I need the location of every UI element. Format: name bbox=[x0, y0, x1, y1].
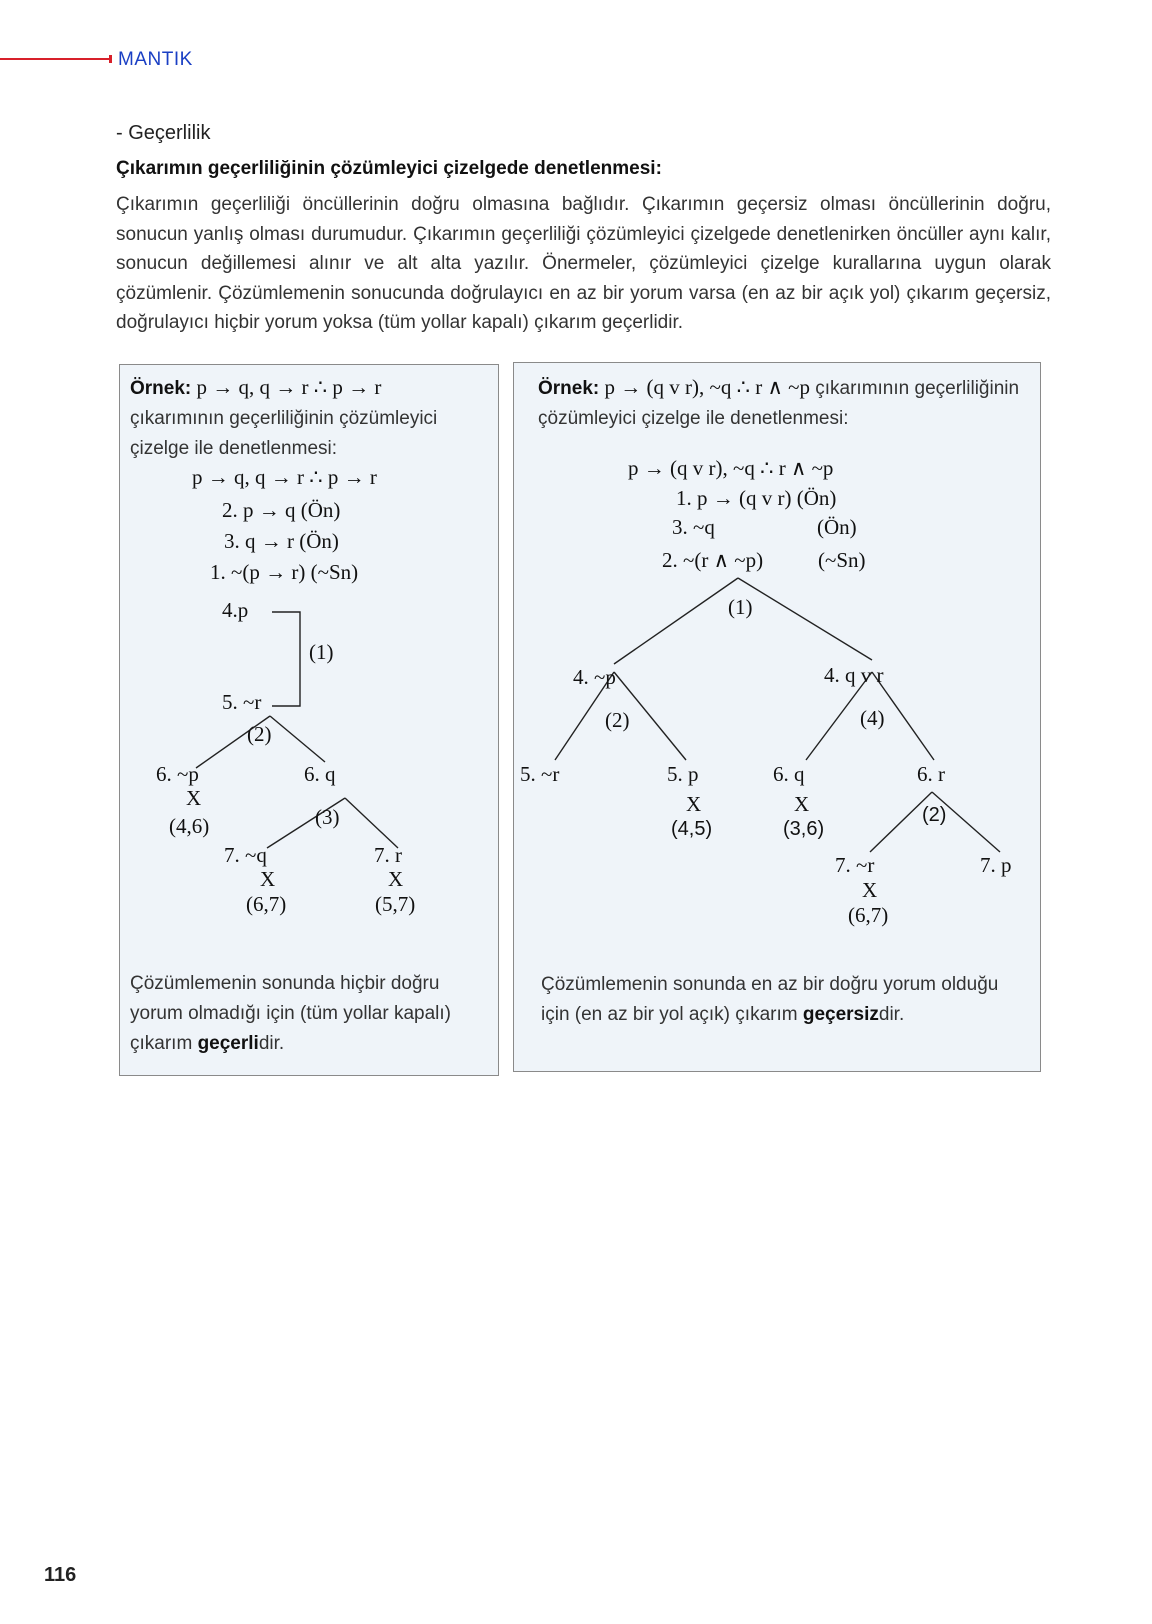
example1-conclusion-text: Çözümlemenin sonunda hiçbir doğru yorum olmadığı için (tüm yollar kapalı) çıkarım bbox=[130, 973, 451, 1054]
example2-step-2: 2. ~(r ∧ ~p) bbox=[662, 548, 764, 572]
ex2-rule-2b: (2) bbox=[922, 804, 947, 826]
ex1-closed-7a: X bbox=[260, 867, 276, 891]
example2-conclusion-suffix: dir. bbox=[878, 1004, 905, 1025]
section-title: MANTIK bbox=[118, 49, 193, 70]
ex1-node-6a: 6. ~p bbox=[156, 762, 199, 786]
example2-conclusion-text: Çözümlemenin sonunda en az bir doğru yorum olduğu için (en az bir yol açık) çıkarım bbox=[541, 974, 999, 1025]
ex2-node-4b: 4. q v r bbox=[824, 663, 884, 687]
ex2-node-6a: 6. q bbox=[773, 762, 805, 786]
ex2-node-6b: 6. r bbox=[917, 762, 945, 786]
example1-step-1: 1. ~(p → r) (~Sn) bbox=[210, 560, 359, 584]
example1-conclusion-suffix: dir. bbox=[258, 1033, 285, 1054]
ex2-node-7b: 7. p bbox=[980, 853, 1012, 877]
example1-verdict: geçerli bbox=[197, 1033, 259, 1054]
ex1-contradiction-6a: (4,6) bbox=[169, 814, 210, 838]
ex2-node-5b: 5. p bbox=[667, 762, 699, 786]
ex2-rule-4: (4) bbox=[860, 706, 885, 730]
ex1-node-7a: 7. ~q bbox=[224, 843, 267, 867]
ex2-node-7a: 7. ~r bbox=[835, 853, 875, 877]
example1-label: Örnek: bbox=[130, 378, 192, 399]
ex2-contradiction-5b: (4,5) bbox=[671, 818, 713, 840]
ex2-closed-5b: X bbox=[686, 792, 702, 816]
example2-formula: p → (q v r), ~q ∴ r ∧ ~p bbox=[604, 375, 810, 399]
ex1-rule-1: (1) bbox=[309, 640, 334, 664]
ex2-contradiction-7a: (6,7) bbox=[848, 903, 889, 927]
example1-step-2: 2. p → q (Ön) bbox=[222, 498, 341, 522]
ex1-node-7b: 7. r bbox=[374, 843, 402, 867]
ex2-rule-1: (1) bbox=[728, 595, 753, 619]
example1-premise-line: p → q, q → r ∴ p → r bbox=[192, 465, 377, 489]
ex1-rule-2: (2) bbox=[247, 722, 272, 746]
example2-step-3-note: (Ön) bbox=[817, 515, 857, 539]
ex1-closed-7b: X bbox=[388, 867, 404, 891]
ex1-node-6b: 6. q bbox=[304, 762, 336, 786]
ex2-node-4a: 4. ~p bbox=[573, 665, 616, 689]
ex1-contradiction-7b: (5,7) bbox=[375, 892, 416, 916]
example1-step-3: 3. q → r (Ön) bbox=[224, 529, 339, 553]
heading: Çıkarımın geçerliliğinin çözümleyici çizelgede denetlenmesi: bbox=[116, 158, 662, 179]
example2-premise-line: p → (q v r), ~q ∴ r ∧ ~p bbox=[628, 456, 834, 480]
example2-conclusion bbox=[541, 970, 1021, 1030]
ex2-contradiction-6a: (3,6) bbox=[783, 818, 825, 840]
ex1-contradiction-7a: (6,7) bbox=[246, 892, 287, 916]
example1-formula: p → q, q → r ∴ p → r bbox=[196, 375, 382, 399]
ex1-rule-3: (3) bbox=[315, 805, 340, 829]
ex2-closed-6a: X bbox=[794, 792, 810, 816]
example2-step-1: 1. p → (q v r) (Ön) bbox=[676, 486, 837, 510]
example2-intro-text: çıkarımının geçerliliğinin çözümleyici çizelge ile denetlenmesi: bbox=[538, 378, 1020, 429]
example2-step-3: 3. ~q bbox=[672, 515, 715, 539]
ex2-rule-2: (2) bbox=[605, 708, 630, 732]
body-paragraph: Çıkarımın geçerliliği öncüllerinin doğru olmasına bağlıdır. Çıkarımın geçersiz olması öncüllerinin doğru, sonucun yanlış olması durumudur. Çıkarımın geçerliliği çözümleyici çizelgede denetlenirken öncüller aynı kalır, sonucun değillemesi alınır ve alt alta yazılır. Önermeler, çözümleyici çizelge kurallarına uygun olarak çözümlenir. Çözümlemenin sonucunda doğrulayıcı en az bir yorum varsa (en az bir açık yol) çıkarım geçersiz, doğrulayıcı hiçbir yorum yoksa (tüm yollar kapalı) çıkarım geçerlidir. bbox=[116, 194, 1051, 333]
ex1-node-4: 4.p bbox=[222, 598, 249, 622]
example1-intro-text: çıkarımının geçerliliğinin çözümleyici çizelge ile denetlenmesi: bbox=[130, 408, 438, 459]
subheading: - Geçerlilik bbox=[116, 122, 211, 144]
example2-step-2-note: (~Sn) bbox=[818, 548, 866, 572]
page-number: 116 bbox=[44, 1564, 77, 1586]
example2-label: Örnek: bbox=[538, 378, 600, 399]
example2-verdict: geçersiz bbox=[802, 1004, 879, 1025]
ex1-node-5: 5. ~r bbox=[222, 690, 262, 714]
ex2-node-5a: 5. ~r bbox=[520, 762, 560, 786]
ex2-closed-7a: X bbox=[862, 878, 878, 902]
ex1-closed-6a: X bbox=[186, 786, 202, 810]
